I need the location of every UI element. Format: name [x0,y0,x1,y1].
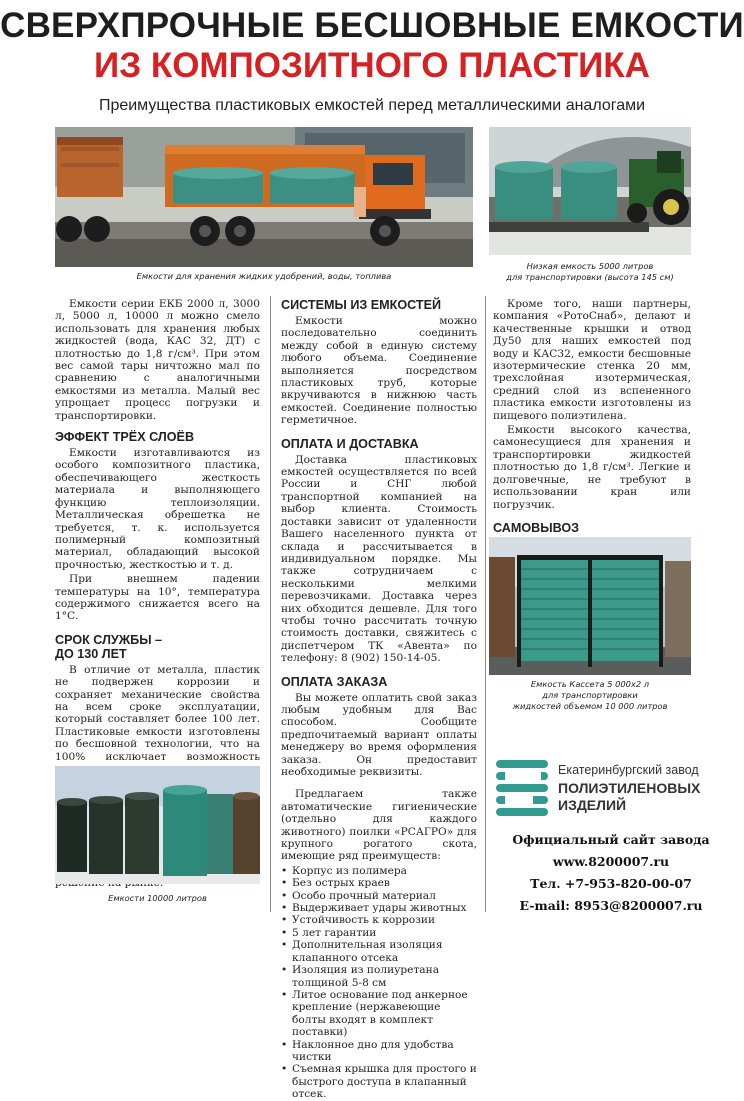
paragraph-quality: Емкости высокого качества, самонесущиеся для хранения и транспортировки жидкостей плотностью до 1,8 г/см³. Легкие и долговечные, не требуют в использовании кран или погрузчик. [493,424,691,511]
photo-truck-with-tanks [55,127,473,267]
list-item: • Дополнительная изоляция клапанного отсека [290,939,477,964]
factory-logo [493,756,551,820]
column-middle [281,298,477,1101]
list-item: • Устойчивость к коррозии [290,914,477,926]
logo-text-line-2: ПОЛИЭТИЛЕНОВЫХ [558,780,701,796]
paragraph-partners: Кроме того, наши партнеры, компания «РотоСнаб», делают и качественные крышки и отвод Ду50 для наших емкостей под воду и КАС32, емкости бесшовные изотермические стенка 20 мм, трехслойная изотермическая, средний слой из вспененного пластика емкости изготовлены из пищевого полиэтилена. [493,298,691,422]
caption-cassette-2: для транспортировки [542,690,638,700]
heading-payment-delivery: ОПЛАТА И ДОСТАВКА [281,436,419,451]
list-item: • Наклонное дно для удобства чистки [290,1039,477,1064]
column-divider-right [485,296,486,912]
caption-truck: Емкости для хранения жидких удобрений, воды, топлива [136,271,392,281]
column-divider-left [270,296,271,912]
list-item: • Особо прочный материал [290,890,477,902]
site-link[interactable]: www.8200007.ru [552,854,670,869]
caption-low-tank-1: Низкая емкость 5000 литров [526,261,654,271]
paragraph-systems: Емкости можно последовательно соединить между собой в единую систему любого объема. Соединение выполняется посредством пластиковых труб, которые вкручиваются в нижнюю часть емкостей. Соединение полностью герметичное. [281,315,477,427]
site-label: Официальный сайт завода [512,832,710,847]
paragraph-temperature: При внешнем падении температуры на 10°, температура содержимого снижается всего на 1°С. [55,573,260,623]
caption-cassette-1: Емкость Кассета 5 000х2 л [530,679,650,689]
email-link[interactable]: E-mail: 8953@8200007.ru [519,898,703,913]
paragraph-delivery: Доставка пластиковых емкостей осуществляется по всей России и СНГ любой транспортной компанией на выбор клиента. Стоимость доставки зависит от удаленности Вашего населенного пункта от склада и рассчитывается в индивидуальном порядке. Мы также сотрудничаем с несколькими мелкими перевозчиками. Доставка через них обходится дешевле. Для того чтобы точно рассчитать точную стоимость доставки, свяжитесь с диспетчером ТК «Авента» по телефону: 8 (902) 150-14-05. [281,453,477,665]
list-item: • Выдерживает удары животных [290,902,477,914]
heading-service-life [55,633,260,661]
list-item: • Литое основание под анкерное крепление (нержавеющие болты входят в комплект поставки) [290,989,477,1039]
paragraph-drinkers: Предлагаем также автоматические гигиенические (отдельно для каждого животного) поилки «РСАГРО» для крупного рогатого скота, имеющие ряд преимуществ: [281,788,477,863]
heading-pickup: САМОВЫВОЗ [493,520,580,535]
phone-number: Тел. +7-953-820-00-07 [530,876,692,891]
list-item: • Изоляция из полиуретана толщиной 5-8 см [290,964,477,989]
photo-low-tank [489,127,691,255]
list-item: • Корпус из полимера [290,865,477,877]
paragraph-service-life: В отличие от металла, пластик не подвержен коррозии и сохраняет механические свойства на всем сроке эксплуатации, который составляет более 100 лет. Пластиковые емкости изготовлены по бесшовной технологии, что на 100% исключает возможность [55,663,260,763]
heading-order-payment: ОПЛАТА ЗАКАЗА [281,674,388,689]
headline-line-1: СВЕРХПРОЧНЫЕ БЕСШОВНЫЕ ЕМКОСТИ [0,6,744,45]
subtitle: Преимущества пластиковых емкостей перед металлическими аналогами [98,97,646,114]
heading-service-life-line-2: ДО 130 ЛЕТ [55,646,127,661]
paragraph-three-layers: Емкости изготавливаются из особого композитного пластика, обеспечивающего жесткость материала и выполняющего функцию теплоизоляции. Металлическая обрешетка не требуется, т. к. используется полимерный композитный материал, обладающий высокой прочностью, жесткостью и т. д. [55,447,260,571]
list-item: • Съемная крышка для простого и быстрого доступа в клапанный отсек. [290,1063,477,1100]
advantages-list [281,865,477,1101]
logo-text-line-3: ИЗДЕЛИЙ [558,797,627,813]
caption-tanks-10000: Емкости 10000 литров [108,893,207,903]
heading-systems: СИСТЕМЫ ИЗ ЕМКОСТЕЙ [281,298,442,312]
heading-service-life-line-1: СРОК СЛУЖБЫ – [55,632,163,647]
heading-three-layers: ЭФФЕКТ ТРЁХ СЛОЁВ [55,430,195,445]
headline-line-2: ИЗ КОМПОЗИТНОГО ПЛАСТИКА [94,46,650,85]
list-item: • 5 лет гарантии [290,927,477,939]
photo-tanks-10000 [55,766,260,884]
caption-cassette-3: жидкостей объемом 10 000 литров [512,701,668,711]
paragraph-order-payment: Вы можете оплатить свой заказ любым удобным для Вас способом. Сообщите предпочитаемый вариант оплаты менеджеру во время оформления заказа. Он предоставит необходимые реквизиты. [281,691,477,778]
caption-low-tank-2: для транспортировки (высота 145 см) [506,272,674,282]
list-item: • Без острых краев [290,877,477,889]
photo-cassette-tank [489,537,691,675]
logo-text-line-1: Екатеринбургский завод [558,763,699,777]
paragraph-series-intro: Емкости серии ЕКБ 2000 л, 3000 л, 5000 л, 10000 л можно смело использовать для хранения любых жидкостей (вода, КАС 32, ДТ) с плотностью до 1,8 г/см³. При этом вес самой тары ничтожно мал по сравнению с аналогичными емкостями из металла. Малый вес упрощает процесс погрузки и транспортировки. [55,298,260,422]
